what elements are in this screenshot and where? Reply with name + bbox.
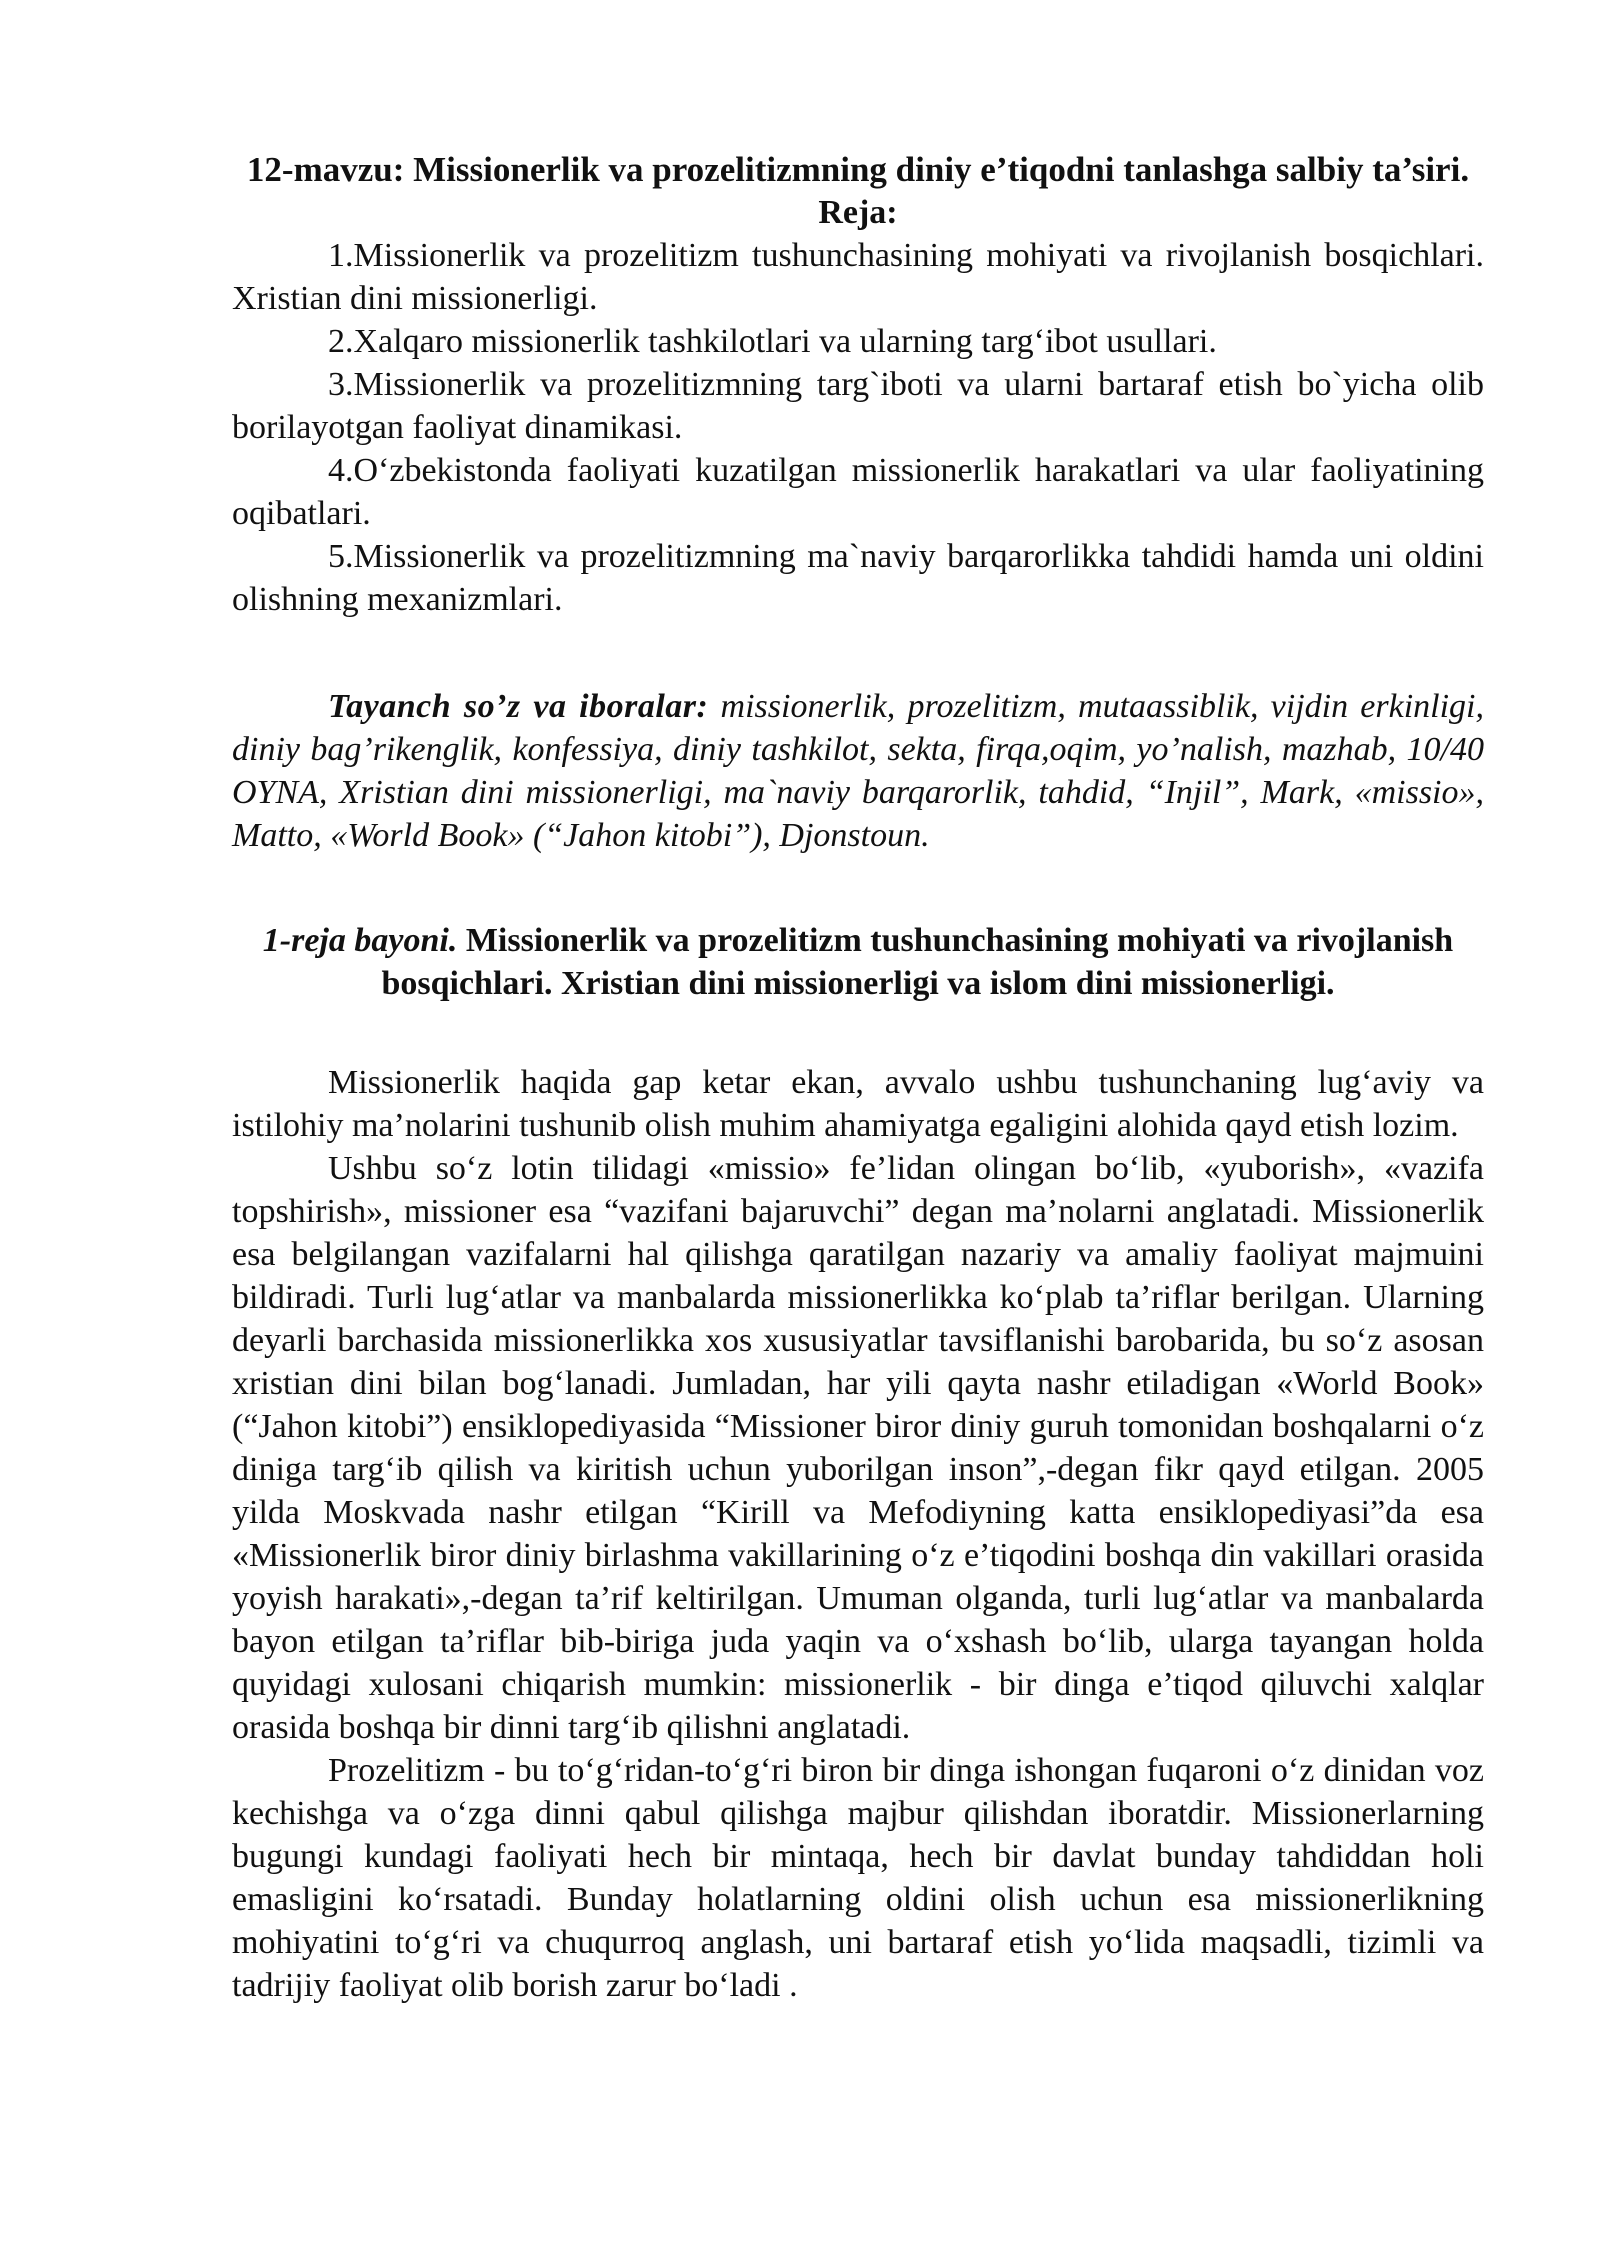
keywords-paragraph xyxy=(232,685,1484,857)
plan-item-2: 2.Xalqaro missionerlik tashkilotlari va ularning targ‘ibot usullari. xyxy=(328,323,1217,360)
plan-item-5: 5.Missionerlik va prozelitizmning ma`naviy barqarorlikka tahdidi hamda uni oldini olishning mexanizmlari. xyxy=(232,538,1484,618)
paragraph-3: Prozelitizm - bu to‘g‘ridan-to‘g‘ri biron bir dinga ishongan fuqaroni o‘z dinidan voz kechishga va o‘zga dinni qabul qilishga majbur qilishdan iboratdir. Missionerlarning bugungi kundagi faoliyati hech bir mintaqa, hech bir davlat bunday tahdiddan holi emasligini ko‘rsatadi. Bunday holatlarning oldini olish uchun esa missionerlikning mohiyatini to‘g‘ri va chuqurroq anglash, uni bartaraf etish yo‘lida maqsadli, tizimli va tadrijiy faoliyat olib borish zarur bo‘ladi . xyxy=(232,1752,1484,2004)
section-label: 1-reja bayoni. xyxy=(262,922,458,959)
plan-heading: Reja: xyxy=(818,194,898,231)
plan-item-3: 3.Missionerlik va prozelitizmning targ`iboti va ularni bartaraf etish bo`yicha olib borilayotgan faoliyat dinamikasi. xyxy=(232,366,1484,446)
plan-list xyxy=(232,234,1484,621)
plan-item-1: 1.Missionerlik va prozelitizm tushunchasining mohiyati va rivojlanish bosqichlari. Xristian dini missionerligi. xyxy=(232,237,1484,317)
section-title: Missionerlik va prozelitizm tushunchasining mohiyati va rivojlanish bosqichlari. Xristian dini missionerligi va islom dini missionerligi. xyxy=(381,922,1454,1002)
keywords-text: missionerlik, prozelitizm, mutaassiblik, vijdin erkinligi, diniy bag’rikenglik, konfessiya, diniy tashkilot, sekta, firqa,oqim, yo’nalish, mazhab, 10/40 OYNA, Xristian dini missionerligi, ma`naviy barqarorlik, tahdid, “Injil”, Mark, «missio», Matto, «World Book» (“Jahon kitobi”), Djonstoun. xyxy=(232,688,1484,854)
plan-item-4: 4.O‘zbekistonda faoliyati kuzatilgan missionerlik harakatlari va ular faoliyatining oqibatlari. xyxy=(232,452,1484,532)
document-page xyxy=(232,148,1484,2007)
paragraph-2: Ushbu so‘z lotin tilidagi «missio» fe’lidan olingan bo‘lib, «yuborish», «vazifa topshirish», missioner esa “vazifani bajaruvchi” degan ma’nolarni anglatadi. Missionerlik esa belgilangan vazifalarni hal qilishga qaratilgan nazariy va amaliy faoliyat majmuini bildiradi. Turli lug‘atlar va manbalarda missionerlikka ko‘plab ta’riflar berilgan. Ularning deyarli barchasida missionerlikka xos xususiyatlar tavsiflanishi barobarida, bu so‘z asosan xristian dini bilan bog‘lanadi. Jumladan, har yili qayta nashr etiladigan «World Book» (“Jahon kitobi”) ensiklopediyasida “Missioner biror diniy guruh tomonidan boshqalarni o‘z diniga targ‘ib qilish va kiritish uchun yuborilgan inson”,-degan fikr qayd etilgan. 2005 yilda Moskvada nashr etilgan “Kirill va Mefodiyning katta ensiklopediyasi”da esa «Missionerlik biror diniy birlashma vakillarining o‘z e’tiqodini boshqa din vakillari orasida yoyish harakati»,-degan ta’rif keltirilgan. Umuman olganda, turli lug‘atlar va manbalarda bayon etilgan ta’riflar bib-biriga juda yaqin va o‘xshash bo‘lib, ularga tayangan holda quyidagi xulosani chiqarish mumkin: missionerlik - bir dinga e’tiqod qiluvchi xalqlar orasida boshqa bir dinni targ‘ib qilishni anglatadi. xyxy=(232,1150,1484,1746)
section-heading xyxy=(232,919,1484,1005)
paragraph-1: Missionerlik haqida gap ketar ekan, avvalo ushbu tushunchaning lug‘aviy va istilohiy ma’nolarini tushunib olish muhim ahamiyatga egaligini alohida qayd etish lozim. xyxy=(232,1064,1484,1144)
document-title: 12-mavzu: Missionerlik va prozelitizmning diniy e’tiqodni tanlashga salbiy ta’siri. xyxy=(246,150,1470,189)
keywords-label: Tayanch so’z va iboralar: xyxy=(328,688,709,725)
body-text xyxy=(232,1061,1484,2007)
